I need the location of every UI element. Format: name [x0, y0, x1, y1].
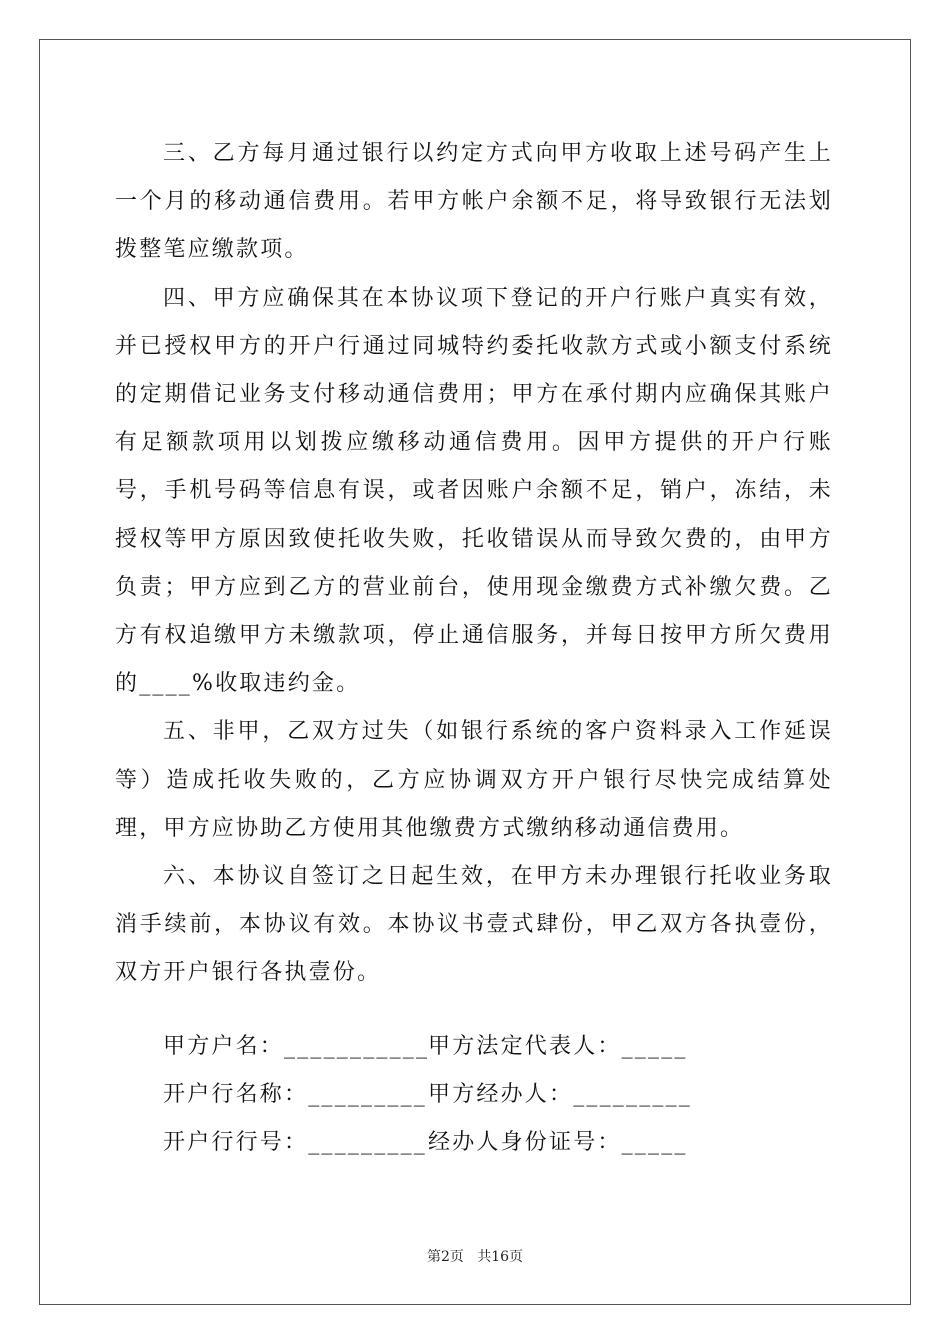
- party-a-handler-field: 甲方经办人：_________: [428, 1082, 693, 1107]
- handler-id-number-field: 经办人身份证号：_____: [428, 1130, 688, 1155]
- signature-row: [163, 1023, 692, 1071]
- clause-six: 六、本协议自签订之日起生效，在甲方未办理银行托收业务取消手续前，本协议有效。本协议书壹式肆份，甲乙双方各执壹份，双方开户银行各执壹份。: [115, 864, 833, 986]
- page-number-footer: 第2页 共16页: [426, 1249, 524, 1265]
- document-body: [115, 130, 833, 998]
- party-a-legal-rep-field: 甲方法定代表人：_____: [428, 1034, 688, 1059]
- signature-block: [163, 1023, 692, 1167]
- bank-name-field: 开户行名称：_________: [163, 1082, 428, 1107]
- clause-four: 四、甲方应确保其在本协议项下登记的开户行账户真实有效，并已授权甲方的开户行通过同城特约委托收款方式或小额支付系统的定期借记业务支付移动通信费用；甲方在承付期内应确保其账户有足额款项用以划拨应缴移动通信费用。因甲方提供的开户行账号，手机号码等信息有误，或者因账户余额不足，销户，冻结，未授权等甲方原因致使托收失败，托收错误从而导致欠费的，由甲方负责；甲方应到乙方的营业前台，使用现金缴费方式补缴欠费。乙方有权追缴甲方未缴款项，停止通信服务，并每日按甲方所欠费用的____%收取违约金。: [115, 285, 833, 697]
- clause-three: 三、乙方每月通过银行以约定方式向甲方收取上述号码产生上一个月的移动通信费用。若甲方帐户余额不足，将导致银行无法划拨整笔应缴款项。: [115, 141, 833, 263]
- signature-row: [163, 1119, 692, 1167]
- clause-five: 五、非甲，乙双方过失（如银行系统的客户资料录入工作延误等）造成托收失败的，乙方应协调双方开户银行尽快完成结算处理，甲方应协助乙方使用其他缴费方式缴纳移动通信费用。: [115, 719, 833, 841]
- party-a-account-name-field: 甲方户名：___________: [163, 1034, 430, 1059]
- signature-row: [163, 1071, 692, 1119]
- bank-code-field: 开户行行号：_________: [163, 1130, 428, 1155]
